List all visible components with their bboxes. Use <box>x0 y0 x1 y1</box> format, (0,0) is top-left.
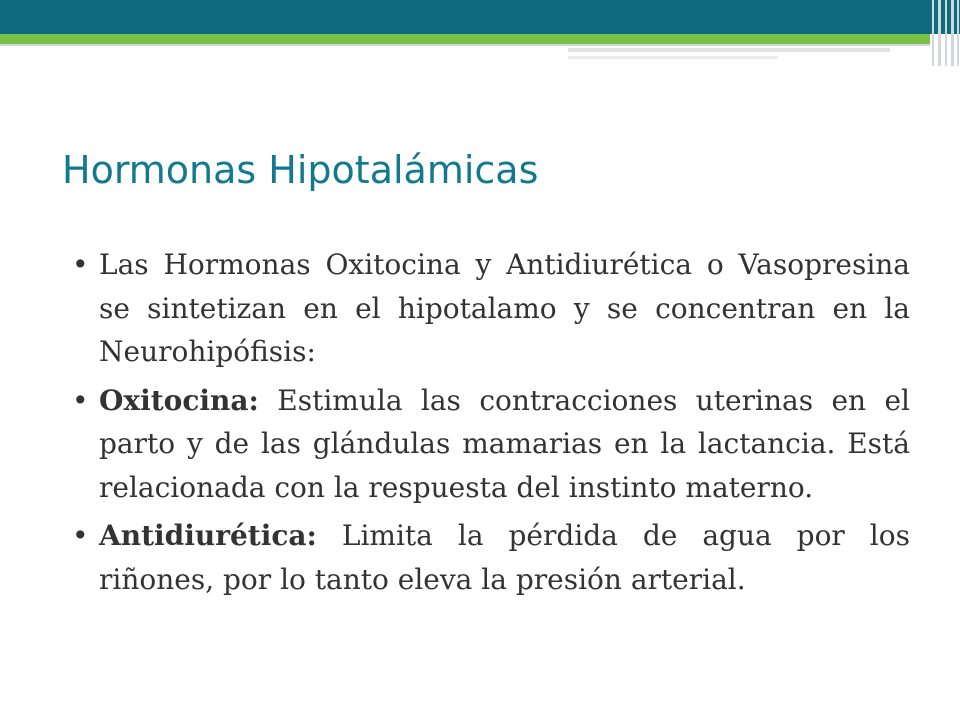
bullet-term: Oxitocina: <box>99 383 259 417</box>
bullet-dot: • <box>72 519 89 552</box>
bullet-item-oxitocina <box>72 379 910 510</box>
bullet-item-intro <box>72 243 910 374</box>
header-green-bar <box>0 34 930 44</box>
bullet-text: Las Hormonas Oxitocina y Antidiurética o Vasopresina se sintetizan en el hipotalamo y se concentran en la Neurohipófisis: <box>99 248 910 368</box>
bullet-text: Limita la pérdida de agua por los riñones, por lo tanto eleva la presión arterial. <box>99 519 910 596</box>
bullet-dot: • <box>72 248 89 281</box>
bullet-text: Estimula las contracciones uterinas en el parto y de las glándulas mamarias en la lactancia. Está relacionada con la respuesta del instinto materno. <box>99 383 910 504</box>
header-gray-line-shorter <box>568 56 778 59</box>
header-gray-line <box>0 44 930 46</box>
header-teal-bar <box>0 0 960 34</box>
header-vertical-stripes <box>930 0 960 66</box>
header-gray-line-short <box>568 48 890 52</box>
bullet-term: Antidiurética: <box>99 519 317 552</box>
slide-title: Hormonas Hipotalámicas <box>62 148 539 192</box>
bullet-dot: • <box>72 383 89 417</box>
bullet-item-antidiuretica <box>72 514 910 601</box>
slide-body <box>72 243 910 606</box>
